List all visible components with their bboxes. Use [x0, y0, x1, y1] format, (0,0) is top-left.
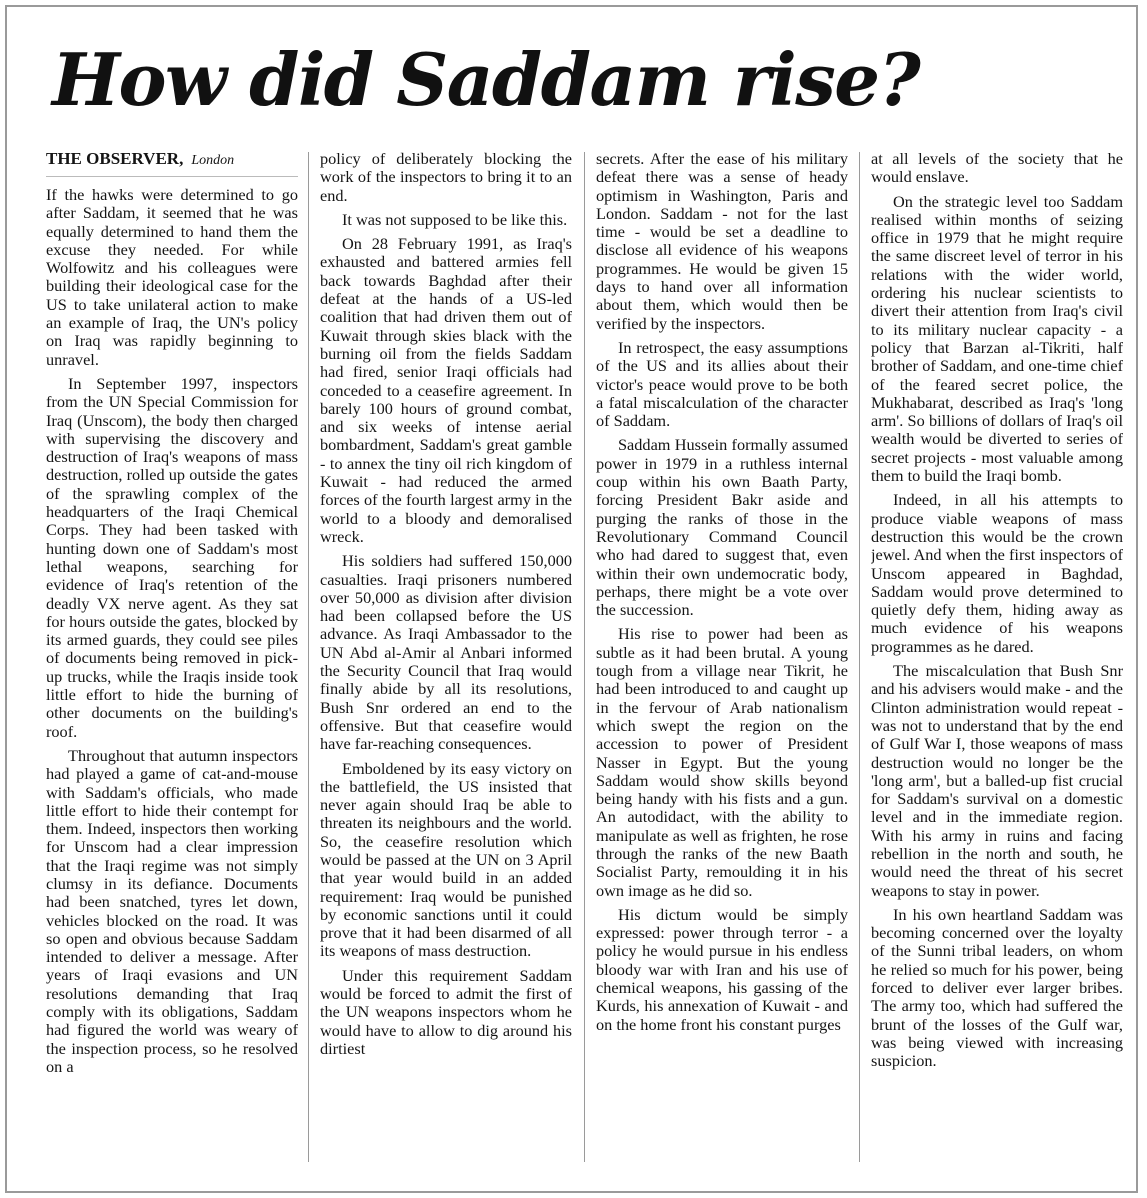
- article-column-4: [871, 150, 1123, 1165]
- paragraph: In his own heartland Saddam was becoming concerned over the loyalty of the Sunni tribal leaders, on whom he relied so much for his power, being forced to deliver ever larger bribes. The army too, which had suffered the brunt of the losses of the Gulf war, was being viewed with increasing suspicion.: [871, 904, 1123, 1071]
- paragraph: His soldiers had suffered 150,000 casualties. Iraqi prisoners numbered over 50,000 as division after division had been collapsed before the US advance. As Iraqi Ambassador to the UN Abd al-Amir al Anbari informed the Security Council that Iraq would finally abide by all its resolutions, Bush Snr ordered an end to the offensive. But that ceasefire would have far-reaching consequences.: [320, 551, 572, 754]
- paragraph: It was not supposed to be like this.: [342, 209, 568, 229]
- paragraph: Indeed, in all his attempts to produce viable weapons of mass destruction this would be the crown jewel. And when the first inspectors of Unscom appeared in Baghdad, Saddam would prove determined to quietly defy them, hiding away as much evidence of his weapons programmes as he dared.: [871, 490, 1123, 656]
- paragraph: at all levels of the society that he would enslave.: [871, 150, 1123, 187]
- paragraph: Saddam Hussein formally assumed power in 1979 in a ruthless internal coup within his own Baath Party, forcing President Bakr aside and purging the ranks of those in the Revolutionary Command Council who had dared to suggest that, even within their own undemocratic body, perhaps, there might be a vote over the succession.: [596, 435, 848, 620]
- paragraph: Emboldened by its easy victory on the battlefield, the US insisted that never again should Iraq be able to threaten its neighbours and the world. So, the ceasefire resolution which would be passed at the UN on 3 April that year would build in an added requirement: Iraq would be punished by economic sanctions until it could prove that it had been disarmed of all its weapons of mass destruction.: [320, 758, 572, 961]
- paragraph: policy of deliberately blocking the work of the inspectors to bring it to an end.: [320, 150, 572, 205]
- paragraph: In retrospect, the easy assumptions of the US and its allies about their victor's peace would prove to be both a fatal miscalculation of the character of Saddam.: [596, 337, 848, 431]
- column-rule: [859, 152, 860, 1162]
- paragraph: In September 1997, inspectors from the UN Special Commission for Iraq (Unscom), the body then charged with supervising the discovery and destruction of Iraq's weapons of mass destruction, rolled up outside the gates of the sprawling complex of the headquarters of the Iraqi Chemical Corps. They had been tasked with hunting down one of Saddam's most lethal weapons, searching for evidence of Iraq's retention of the deadly VX nerve agent. As they sat for hours outside the gates, blocked by its armed guards, they could see piles of documents being removed in pick-up trucks, while the Iraqis inside took little effort to hide the burning of other documents on the building's roof.: [46, 373, 298, 741]
- paragraph: His rise to power had been as subtle as it had been brutal. A young tough from a village near Tikrit, he had been introduced to and caught up in the fervour of Arab nationalism which swept the region on the accession to power of President Nasser in Egypt. But the young Saddam would show skills beyond being handy with his fists and a gun. An autodidact, with the ability to manipulate as well as frighten, he rose through the ranks of the new Baath Socialist Party, remoulding it in his own image as he did so.: [596, 624, 848, 900]
- paragraph: His dictum would be simply expressed: power through terror - a policy he would pursue in his endless bloody war with Iran and his use of chemical weapons, his gassing of the Kurds, his annexation of Kuwait - and on the home front his constant purges: [596, 904, 848, 1034]
- article-column-3: [596, 150, 848, 1165]
- article-column-2: [320, 150, 572, 1165]
- column-rule: [584, 152, 585, 1162]
- byline: [46, 150, 298, 177]
- byline-location: London: [191, 153, 235, 168]
- column-rule: [308, 152, 309, 1162]
- paragraph: secrets. After the ease of his military defeat there was a sense of heady optimism in Washington, Paris and London. Saddam - not for the last time - would be set a deadline to disclose all evidence of his weapons programmes. He would be given 15 days to hand over all information about them, which would then be verified by the inspectors.: [596, 150, 848, 333]
- headline: How did Saddam rise?: [52, 37, 920, 122]
- paragraph: The miscalculation that Bush Snr and his advisers would make - and the Clinton administration would repeat - was not to understand that by the end of Gulf War I, those weapons of mass destruction would no longer be the 'long arm', but a balled-up fist crucial for Saddam's survival on a domestic level and in the immediate region. With his army in ruins and facing rebellion in the north and south, he would need the threat of his secret weapons to stay in power.: [871, 661, 1123, 900]
- paragraph: Throughout that autumn inspectors had played a game of cat-and-mouse with Saddam's officials, who made little effort to hide their contempt for them. Indeed, inspectors then working for Unscom had a clear impression that the Iraqi regime was not simply clumsy in its defiance. Documents had been snatched, tyres let down, vehicles blocked on the road. It was so open and obvious because Saddam intended to deliver a message. After years of Iraqi evasions and UN resolutions demanding that Iraq comply with its obligations, Saddam had figured the world was weary of the inspection process, so he resolved on a: [46, 745, 298, 1076]
- paragraph: On 28 February 1991, as Iraq's exhausted and battered armies fell back towards Baghdad after their defeat at the hands of a US-led coalition that had driven them out of Kuwait through skies black with the burning oil from the fields Saddam had fired, senior Iraqi officials had conceded to a ceasefire agreement. In barely 100 hours of ground combat, and six weeks of intense aerial bombardment, Saddam's great gamble - to annex the tiny oil rich kingdom of Kuwait - had reduced the armed forces of the fourth largest army in the world to a bloody and demoralised wreck.: [320, 234, 572, 546]
- paragraph: Under this requirement Saddam would be forced to admit the first of the UN weapons inspectors whom he would have to allow to dig around his dirtiest: [320, 965, 572, 1058]
- paragraph: If the hawks were determined to go after Saddam, it seemed that he was equally determined to hand them the excuse they needed. For while Wolfowitz and his colleagues were building their ideological case for the US to take unilateral action to make an example of Iraq, the UN's policy on Iraq was rapidly beginning to unravel.: [46, 185, 298, 369]
- byline-source: THE OBSERVER,: [46, 150, 184, 168]
- paragraph: On the strategic level too Saddam realised within months of seizing office in 1979 that he might require the same discreet level of terror in his relations with the wider world, ordering his nuclear scientists to divert their attention from Iraq's civil to its military nuclear capacity - a policy that Barzan al-Tikriti, half brother of Saddam, and one-time chief of the feared secret police, the Mukhabarat, described as Iraq's 'long arm'. So billions of dollars of Iraq's oil wealth would be diverted to series of secret projects - most valuable among them to build the Iraqi bomb.: [871, 191, 1123, 486]
- article-column-1: [46, 150, 298, 1165]
